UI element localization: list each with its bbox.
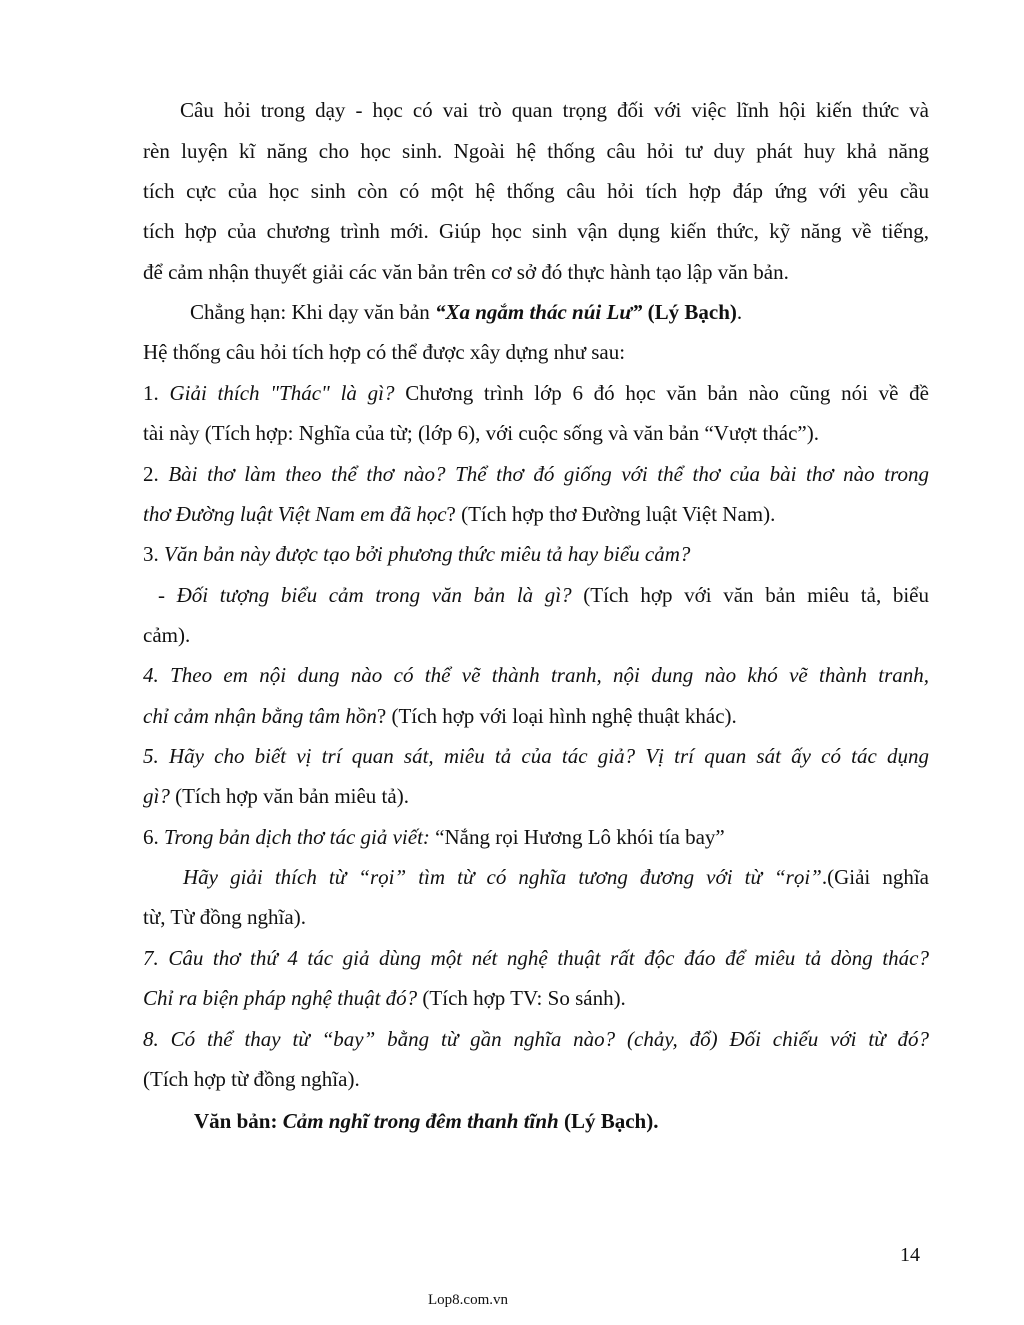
question-7-line-2 bbox=[143, 985, 929, 1011]
closing-heading bbox=[194, 1108, 929, 1134]
question-3-line-3: cảm). bbox=[143, 623, 191, 647]
question-2-number: 2. bbox=[143, 462, 169, 486]
question-1-text: Giải thích "Thác" là gì? bbox=[169, 381, 395, 405]
question-2-rest: ? (Tích hợp thơ Đường luật Việt Nam). bbox=[446, 502, 776, 526]
intro-line-3: tích cực của học sinh còn có một hệ thống câu hỏi tích hợp đáp ứng với yêu cầu bbox=[143, 179, 929, 203]
question-5-line-1: 5. Hãy cho biết vị trí quan sát, miêu tả của tác giả? Vị trí quan sát ấy có tác dụng bbox=[143, 744, 929, 768]
question-2-line-2 bbox=[143, 501, 929, 527]
intro-line-5: để cảm nhận thuyết giải các văn bản trên cơ sở đó thực hành tạo lập văn bản. bbox=[143, 260, 789, 284]
question-6-quote: “Nắng rọi Hương Lô khói tía bay” bbox=[429, 825, 725, 849]
question-1-line-2: tài này (Tích hợp: Nghĩa của từ; (lớp 6), với cuộc sống và văn bản “Vượt thác”). bbox=[143, 421, 819, 445]
question-4-text-cont: chỉ cảm nhận bằng tâm hồn bbox=[143, 704, 377, 728]
footer-site: Lop8.com.vn bbox=[428, 1292, 508, 1308]
question-6-number: 6. bbox=[143, 825, 164, 849]
question-6-rest: .(Giải nghĩa bbox=[821, 865, 929, 889]
closing-work-title: Cảm nghĩ trong đêm thanh tĩnh bbox=[282, 1109, 559, 1133]
question-2-text: Bài thơ làm theo thể thơ nào? Thể thơ đó giống với thể thơ của bài thơ nào trong bbox=[168, 462, 930, 486]
question-5-rest: (Tích hợp văn bản miêu tả). bbox=[169, 784, 409, 808]
intro-line-4: tích hợp của chương trình mới. Giúp học sinh vận dụng kiến thức, kỹ năng về tiếng, bbox=[143, 219, 929, 243]
question-3-sub bbox=[158, 582, 929, 608]
question-3-number: 3. bbox=[143, 542, 164, 566]
question-7-line-1: 7. Câu thơ thứ 4 tác giả dùng một nét nghệ thuật rất độc đáo để miêu tả dòng thác? bbox=[143, 946, 929, 970]
question-3-text: Văn bản này được tạo bởi phương thức miêu tả hay biểu cảm? bbox=[164, 542, 691, 566]
question-3-sub-rest: (Tích hợp với văn bản miêu tả, biểu bbox=[571, 583, 929, 607]
question-5-line-2 bbox=[143, 783, 929, 809]
question-8-line-2: (Tích hợp từ đồng nghĩa). bbox=[143, 1067, 360, 1091]
question-4-line-1: 4. Theo em nội dung nào có thể vẽ thành tranh, nội dung nào khó vẽ thành tranh, bbox=[143, 663, 929, 687]
question-5-text-cont: gì? bbox=[143, 784, 170, 808]
question-3-line-1 bbox=[143, 541, 929, 567]
question-6-text-cont: Hãy giải thích từ “rọi” tìm từ có nghĩa tương đương với từ “rọi” bbox=[183, 865, 822, 889]
question-1-number: 1. bbox=[143, 381, 170, 405]
question-3-sub-text: - Đối tượng biểu cảm trong văn bản là gì? bbox=[158, 583, 572, 607]
intro-line-2: rèn luyện kĩ năng cho học sinh. Ngoài hệ thống câu hỏi tư duy phát huy khả năng bbox=[143, 139, 929, 163]
question-2-line-1 bbox=[143, 461, 929, 487]
example-line bbox=[190, 299, 929, 325]
question-1-line-1 bbox=[143, 380, 929, 406]
question-4-rest: ? (Tích hợp với loại hình nghệ thuật khác). bbox=[376, 704, 737, 728]
question-1-rest: Chương trình lớp 6 đó học văn bản nào cũng nói về đề bbox=[394, 381, 929, 405]
question-4-line-2 bbox=[143, 703, 929, 729]
intro-line-1: Câu hỏi trong dạy - học có vai trò quan trọng đối với việc lĩnh hội kiến thức và bbox=[180, 98, 929, 122]
question-7-text-cont: Chỉ ra biện pháp nghệ thuật đó? bbox=[143, 986, 418, 1010]
question-6-line-3: từ, Từ đồng nghĩa). bbox=[143, 905, 306, 929]
example-author: (Lý Bạch) bbox=[642, 300, 737, 324]
page-number: 14 bbox=[900, 1244, 920, 1266]
question-7-rest: (Tích hợp TV: So sánh). bbox=[417, 986, 626, 1010]
example-work-title: “Xa ngắm thác núi Lư” bbox=[434, 300, 643, 324]
example-prefix: Chẳng hạn: Khi dạy văn bản bbox=[190, 300, 435, 324]
question-6-text: Trong bản dịch thơ tác giả viết: bbox=[164, 825, 430, 849]
question-8-line-1: 8. Có thể thay từ “bay” bằng từ gần nghĩa nào? (chảy, đổ) Đối chiếu với từ đó? bbox=[143, 1027, 929, 1051]
closing-author: (Lý Bạch). bbox=[558, 1109, 659, 1133]
question-6-line-2 bbox=[183, 864, 929, 890]
system-intro: Hệ thống câu hỏi tích hợp có thể được xây dựng như sau: bbox=[143, 340, 626, 364]
question-6-line-1 bbox=[143, 824, 929, 850]
example-end: . bbox=[736, 300, 743, 324]
closing-label: Văn bản: bbox=[194, 1109, 283, 1133]
question-2-text-cont: thơ Đường luật Việt Nam em đã học bbox=[143, 502, 447, 526]
